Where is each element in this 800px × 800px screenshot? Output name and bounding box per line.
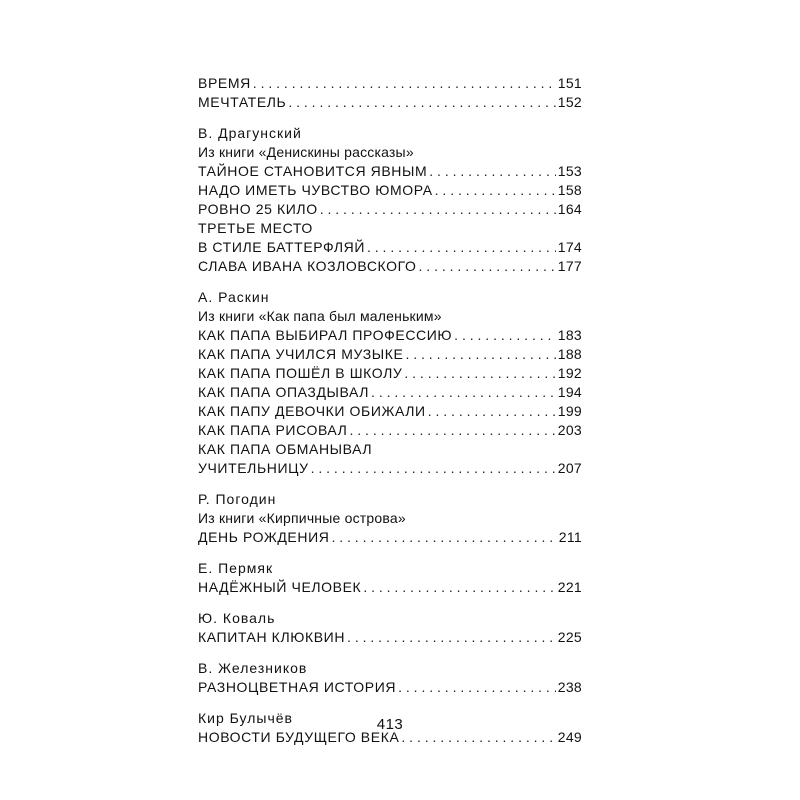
entry-page-number: 211 <box>558 529 582 545</box>
entry-title: КАК ПАПА УЧИЛСЯ МУЗЫКЕ <box>198 346 404 362</box>
entry-page-number: 192 <box>557 365 582 381</box>
dot-leader <box>363 578 555 597</box>
author-name: Е. Пермяк <box>198 560 274 576</box>
entry-title-line: КАК ПАПА ОБМАНЫВАЛ <box>198 441 373 457</box>
dot-leader <box>367 238 556 257</box>
entry-title: НОВОСТИ БУДУЩЕГО ВЕКА <box>198 729 400 745</box>
entry-title: РОВНО 25 КИЛО <box>198 201 318 217</box>
dot-leader <box>371 383 556 402</box>
dot-leader <box>429 162 555 181</box>
author-name: Кир Булычёв <box>198 710 293 726</box>
entry-title: НАДО ИМЕТЬ ЧУВСТВО ЮМОРА <box>198 182 433 198</box>
source-book: Из книги «Денискины рассказы» <box>198 144 414 160</box>
entry-page-number: 207 <box>557 460 582 476</box>
toc-group <box>198 659 582 697</box>
toc-entry <box>198 528 582 547</box>
entry-title: КАПИТАН КЛЮКВИН <box>198 629 346 645</box>
entry-page-number: 177 <box>557 258 582 274</box>
toc-group <box>198 124 582 276</box>
toc-entry <box>198 257 582 276</box>
toc-group <box>198 559 582 597</box>
entry-page-number: 194 <box>557 384 582 400</box>
entry-page-number: 221 <box>557 579 582 595</box>
toc-entry <box>198 345 582 364</box>
entry-title: КАК ПАПУ ДЕВОЧКИ ОБИЖАЛИ <box>198 403 426 419</box>
entry-title: КАК ПАПА ВЫБИРАЛ ПРОФЕССИЮ <box>198 327 453 343</box>
toc-entry <box>198 459 582 478</box>
entry-title: КАК ПАПА ОПАЗДЫВАЛ <box>198 384 370 400</box>
source-book: Из книги «Кирпичные острова» <box>198 510 406 526</box>
toc-entry <box>198 200 582 219</box>
toc-entry <box>198 421 582 440</box>
toc-entry <box>198 162 582 181</box>
entry-page-number: 153 <box>557 163 582 179</box>
dot-leader <box>419 257 556 276</box>
entry-title: ДЕНЬ РОЖДЕНИЯ <box>198 529 330 545</box>
author-name: Р. Погодин <box>198 491 277 507</box>
entry-title: УЧИТЕЛЬНИЦУ <box>198 460 309 476</box>
toc-entry <box>198 628 582 647</box>
entry-page-number: 203 <box>557 422 582 438</box>
entry-page-number: 152 <box>557 94 582 110</box>
entry-title: ТАЙНОЕ СТАНОВИТСЯ ЯВНЫМ <box>198 163 428 179</box>
entry-title: КАК ПАПА РИСОВАЛ <box>198 422 348 438</box>
entry-page-number: 225 <box>557 629 582 645</box>
entry-title: В СТИЛЕ БАТТЕРФЛЯЙ <box>198 239 365 255</box>
dot-leader <box>311 459 556 478</box>
toc-group <box>198 74 582 112</box>
entry-page-number: 174 <box>557 239 582 255</box>
entry-page-number: 249 <box>557 729 582 745</box>
entry-page-number: 158 <box>557 182 582 198</box>
toc-entry <box>198 383 582 402</box>
source-book: Из книги «Как папа был маленьким» <box>198 308 442 324</box>
dot-leader <box>398 678 556 697</box>
author-name: В. Драгунский <box>198 125 302 141</box>
dot-leader <box>405 345 555 364</box>
toc-entry <box>198 364 582 383</box>
entry-page-number: 151 <box>557 75 582 91</box>
author-name: Ю. Коваль <box>198 610 276 626</box>
toc-entry <box>198 326 582 345</box>
table-of-contents <box>198 74 582 759</box>
author-name: В. Железников <box>198 660 308 676</box>
toc-entry <box>198 93 582 112</box>
dot-leader <box>404 364 555 383</box>
page-number: 413 <box>376 716 404 733</box>
dot-leader <box>428 402 556 421</box>
dot-leader <box>253 74 556 93</box>
toc-group <box>198 490 582 547</box>
dot-leader <box>349 421 555 440</box>
author-name: А. Раскин <box>198 289 270 305</box>
entry-page-number: 238 <box>557 679 582 695</box>
entry-title-line: ТРЕТЬЕ МЕСТО <box>198 220 313 236</box>
dot-leader <box>331 528 556 547</box>
entry-page-number: 199 <box>557 403 582 419</box>
entry-title: РАЗНОЦВЕТНАЯ ИСТОРИЯ <box>198 679 397 695</box>
dot-leader <box>454 326 556 345</box>
entry-page-number: 183 <box>557 327 582 343</box>
toc-entry <box>198 678 582 697</box>
toc-group <box>198 288 582 478</box>
dot-leader <box>288 93 555 112</box>
entry-page-number: 164 <box>557 201 582 217</box>
toc-group <box>198 609 582 647</box>
dot-leader <box>435 181 556 200</box>
toc-entry <box>198 402 582 421</box>
entry-title: КАК ПАПА ПОШЁЛ В ШКОЛУ <box>198 365 403 381</box>
toc-entry <box>198 238 582 257</box>
dot-leader <box>320 200 556 219</box>
entry-title: СЛАВА ИВАНА КОЗЛОВСКОГО <box>198 258 417 274</box>
toc-entry <box>198 181 582 200</box>
entry-title: НАДЁЖНЫЙ ЧЕЛОВЕК <box>198 579 362 595</box>
toc-entry <box>198 74 582 93</box>
entry-page-number: 188 <box>557 346 582 362</box>
toc-entry <box>198 578 582 597</box>
entry-title: ВРЕМЯ <box>198 75 251 91</box>
entry-title: МЕЧТАТЕЛЬ <box>198 94 287 110</box>
dot-leader <box>347 628 556 647</box>
